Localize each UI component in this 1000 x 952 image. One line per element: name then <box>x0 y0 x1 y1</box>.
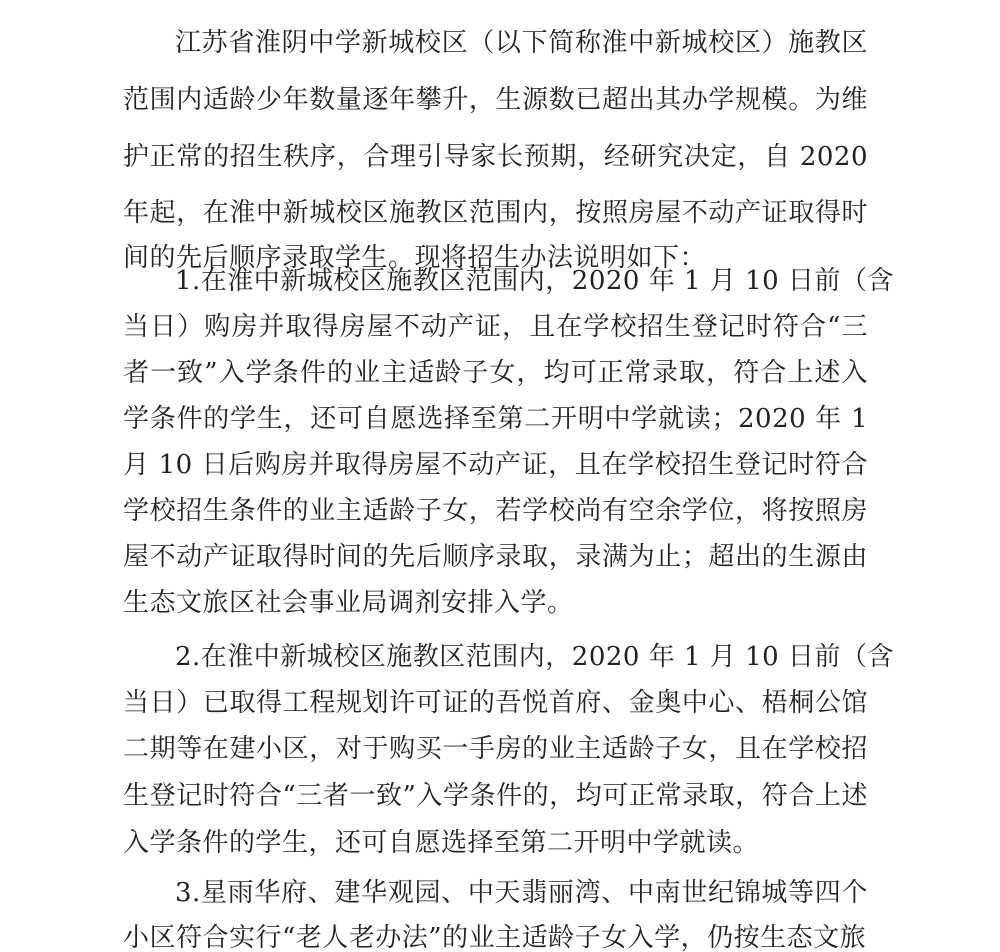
intro-line-5: 间的先后顺序录取学生。现将招生办法说明如下： <box>123 243 707 273</box>
item2-line-3: 二期等在建小区，对于购买一手房的业主适龄子女，且在学校招 <box>123 734 868 764</box>
item1-line-1: 1.在淮中新城校区施教区范围内，2020 年 1 月 10 日前（含 <box>175 266 894 296</box>
item3-line-2: 小区符合实行“老人老办法”的业主适龄子女入学，仍按生态文旅 <box>123 923 867 952</box>
item1-line-2: 当日）购房并取得房屋不动产证，且在学校招生登记时符合“三 <box>123 312 868 342</box>
item2-line-4: 生登记时符合“三者一致”入学条件的，均可正常录取，符合上述 <box>123 781 868 811</box>
item1-line-5: 月 10 日后购房并取得房屋不动产证，且在学校招生登记时符合 <box>123 450 868 480</box>
item1-line-3: 者一致”入学条件的业主适龄子女，均可正常录取，符合上述入 <box>123 358 868 388</box>
intro-line-4: 年起，在淮中新城校区施教区范围内，按照房屋不动产证取得时 <box>123 198 868 228</box>
item2-line-5: 入学条件的学生，还可自愿选择至第二开明中学就读。 <box>123 828 760 858</box>
intro-line-2: 范围内适龄少年数量逐年攀升，生源数已超出其办学规模。为维 <box>123 85 868 115</box>
item1-line-8: 生态文旅区社会事业局调剂安排入学。 <box>123 588 574 618</box>
intro-line-3: 护正常的招生秩序，合理引导家长预期，经研究决定，自 2020 <box>123 142 868 172</box>
item1-line-7: 屋不动产证取得时间的先后顺序录取，录满为止；超出的生源由 <box>123 542 868 572</box>
item1-line-4: 学条件的学生，还可自愿选择至第二开明中学就读；2020 年 1 <box>123 404 868 434</box>
item2-line-2: 当日）已取得工程规划许可证的吾悦首府、金奥中心、梧桐公馆 <box>123 688 868 718</box>
item1-line-6: 学校招生条件的业主适龄子女，若学校尚有空余学位，将按照房 <box>123 496 868 526</box>
item2-line-1: 2.在淮中新城校区施教区范围内，2020 年 1 月 10 日前（含 <box>175 642 894 672</box>
item3-line-1: 3.星雨华府、建华观园、中天翡丽湾、中南世纪锦城等四个 <box>175 878 868 908</box>
intro-line-1: 江苏省淮阴中学新城校区（以下简称淮中新城校区）施教区 <box>175 28 868 58</box>
